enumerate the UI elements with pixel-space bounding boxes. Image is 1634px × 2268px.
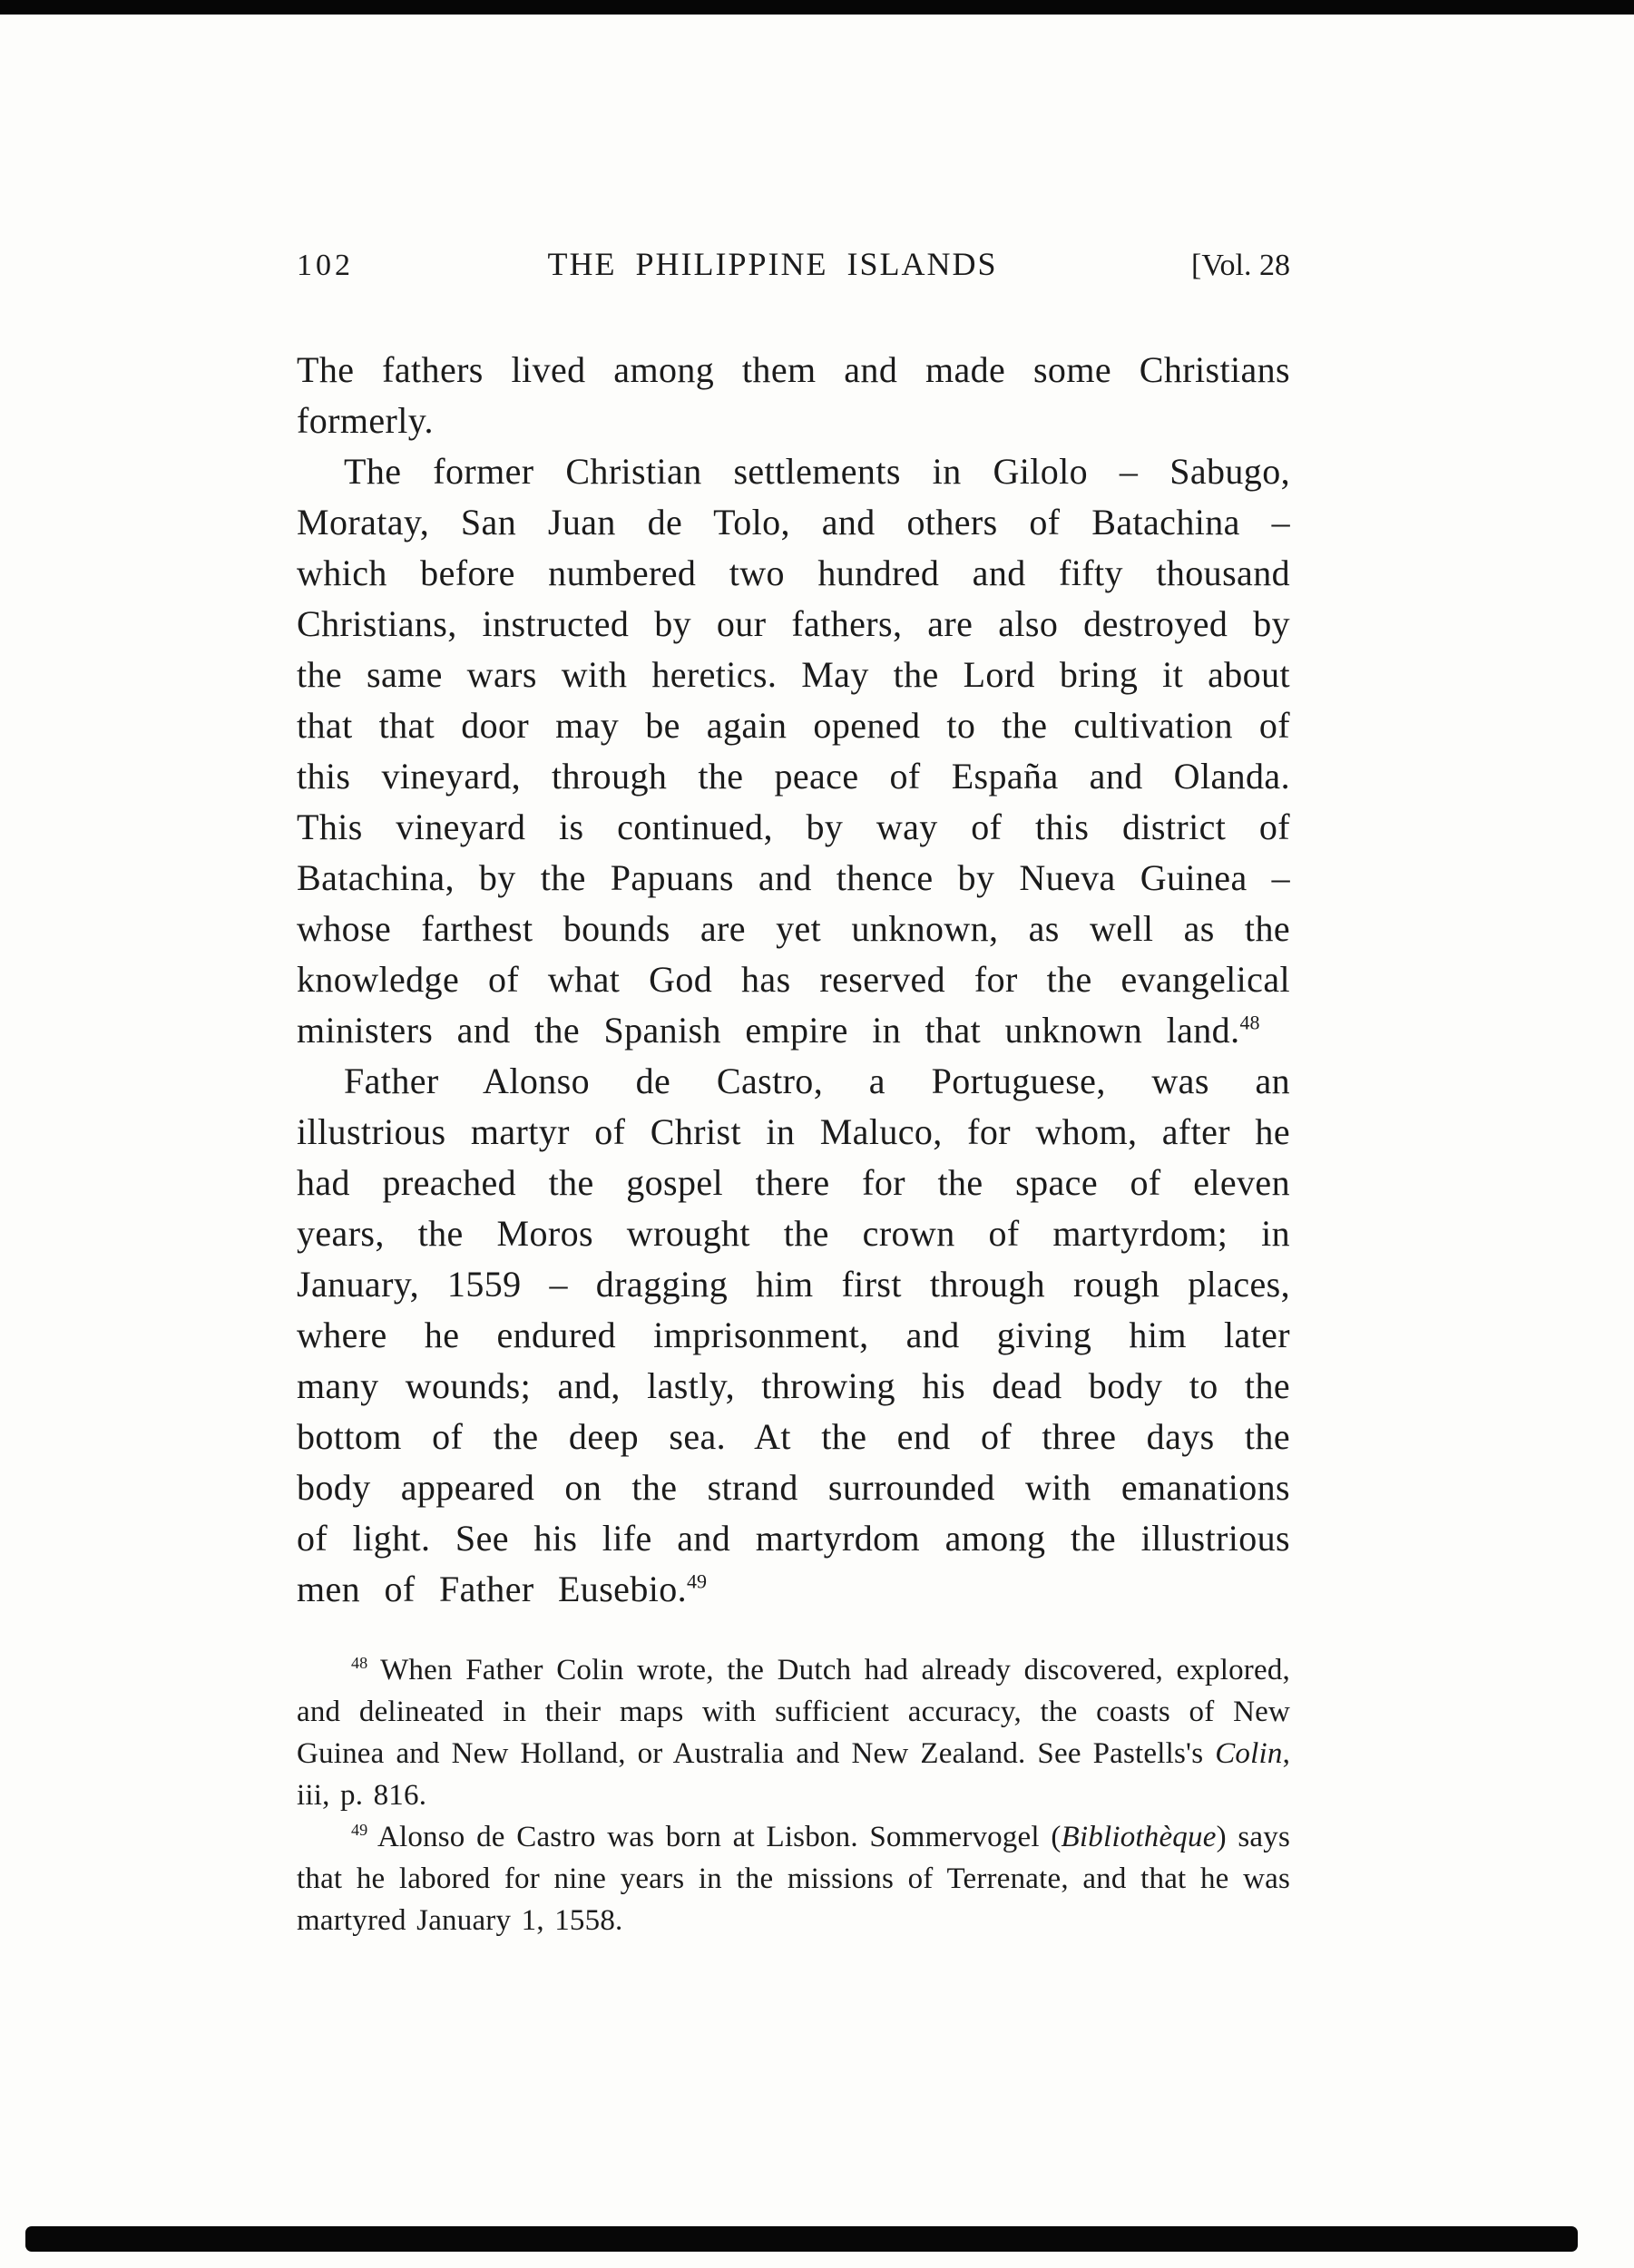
scan-artifact-top-bar bbox=[0, 0, 1634, 15]
paragraph-text: The fathers lived among them and made some Christians formerly. bbox=[297, 349, 1290, 441]
paragraph-settlements bbox=[297, 446, 1290, 1056]
footnote-48-italic-title: Colin bbox=[1215, 1737, 1283, 1770]
footnote-48 bbox=[297, 1649, 1290, 1816]
footnotes-section bbox=[297, 1649, 1290, 1941]
footnote-48-marker: 48 bbox=[351, 1654, 368, 1672]
paragraph-text: The former Christian settlements in Gilolo – Sabugo, Moratay, San Juan de Tolo, and others of Batachina – which before numbered two hundred and fifty thousand Christians, instructed by our fathers, are also destroyed by the same wars with heretics. May the Lord bring it about that that door may be again opened to the cultivation of this vineyard, through the peace of España and Olanda. This vineyard is continued, by way of this district of Batachina, by the Papuans and thence by Nueva Guinea – whose farthest bounds are yet unknown, as well as the knowledge of what God has reserved for the evangelical ministers and the Spanish empire in that unknown land. bbox=[297, 451, 1290, 1051]
body-text bbox=[297, 345, 1290, 1615]
paragraph-text: Father Alonso de Castro, a Portuguese, was an illustrious martyr of Christ in Maluco, for whom, after he had preached the gospel there for the space of eleven years, the Moros wrought the crown of martyrdom; in January, 1559 – dragging him first through rough places, where he endured imprisonment, and giving him later many wounds; and, lastly, throwing his dead body to the bottom of the deep sea. At the end of three days the body appeared on the strand surrounded with emanations of light. See his life and martyrdom among the illustrious men of Father Eusebio. bbox=[297, 1061, 1290, 1609]
page-number: 102 bbox=[297, 249, 354, 282]
footnote-49 bbox=[297, 1816, 1290, 1941]
paragraph-castro bbox=[297, 1056, 1290, 1615]
footnote-49-italic-title: Bibliothèque bbox=[1061, 1821, 1217, 1853]
footnote-48-text-end: , iii, p. 816. bbox=[297, 1737, 1291, 1812]
scan-artifact-bottom-bar bbox=[25, 2226, 1578, 2252]
running-header bbox=[297, 245, 1290, 285]
footnote-49-marker: 49 bbox=[351, 1821, 368, 1839]
page-content bbox=[297, 245, 1290, 1941]
footnote-49-text: Alonso de Castro was born at Lisbon. Sommervogel ( bbox=[377, 1821, 1062, 1853]
paragraph-continuation bbox=[297, 345, 1290, 446]
running-title: THE PHILIPPINE ISLANDS bbox=[547, 246, 998, 282]
footnote-48-text: When Father Colin wrote, the Dutch had already discovered, explored, and delineated in their maps with sufficient accuracy, the coasts of New Guinea and New Holland, or Australia and New Zealand. See Pastells's bbox=[297, 1654, 1290, 1770]
volume-label: [Vol. 28 bbox=[1191, 249, 1290, 282]
footnote-ref-49: 49 bbox=[687, 1569, 708, 1593]
footnote-49-text-end: ) says that he labored for nine years in the missions of Terrenate, and that he was martyred January 1, 1558. bbox=[297, 1821, 1290, 1937]
footnote-ref-48: 48 bbox=[1239, 1011, 1260, 1034]
